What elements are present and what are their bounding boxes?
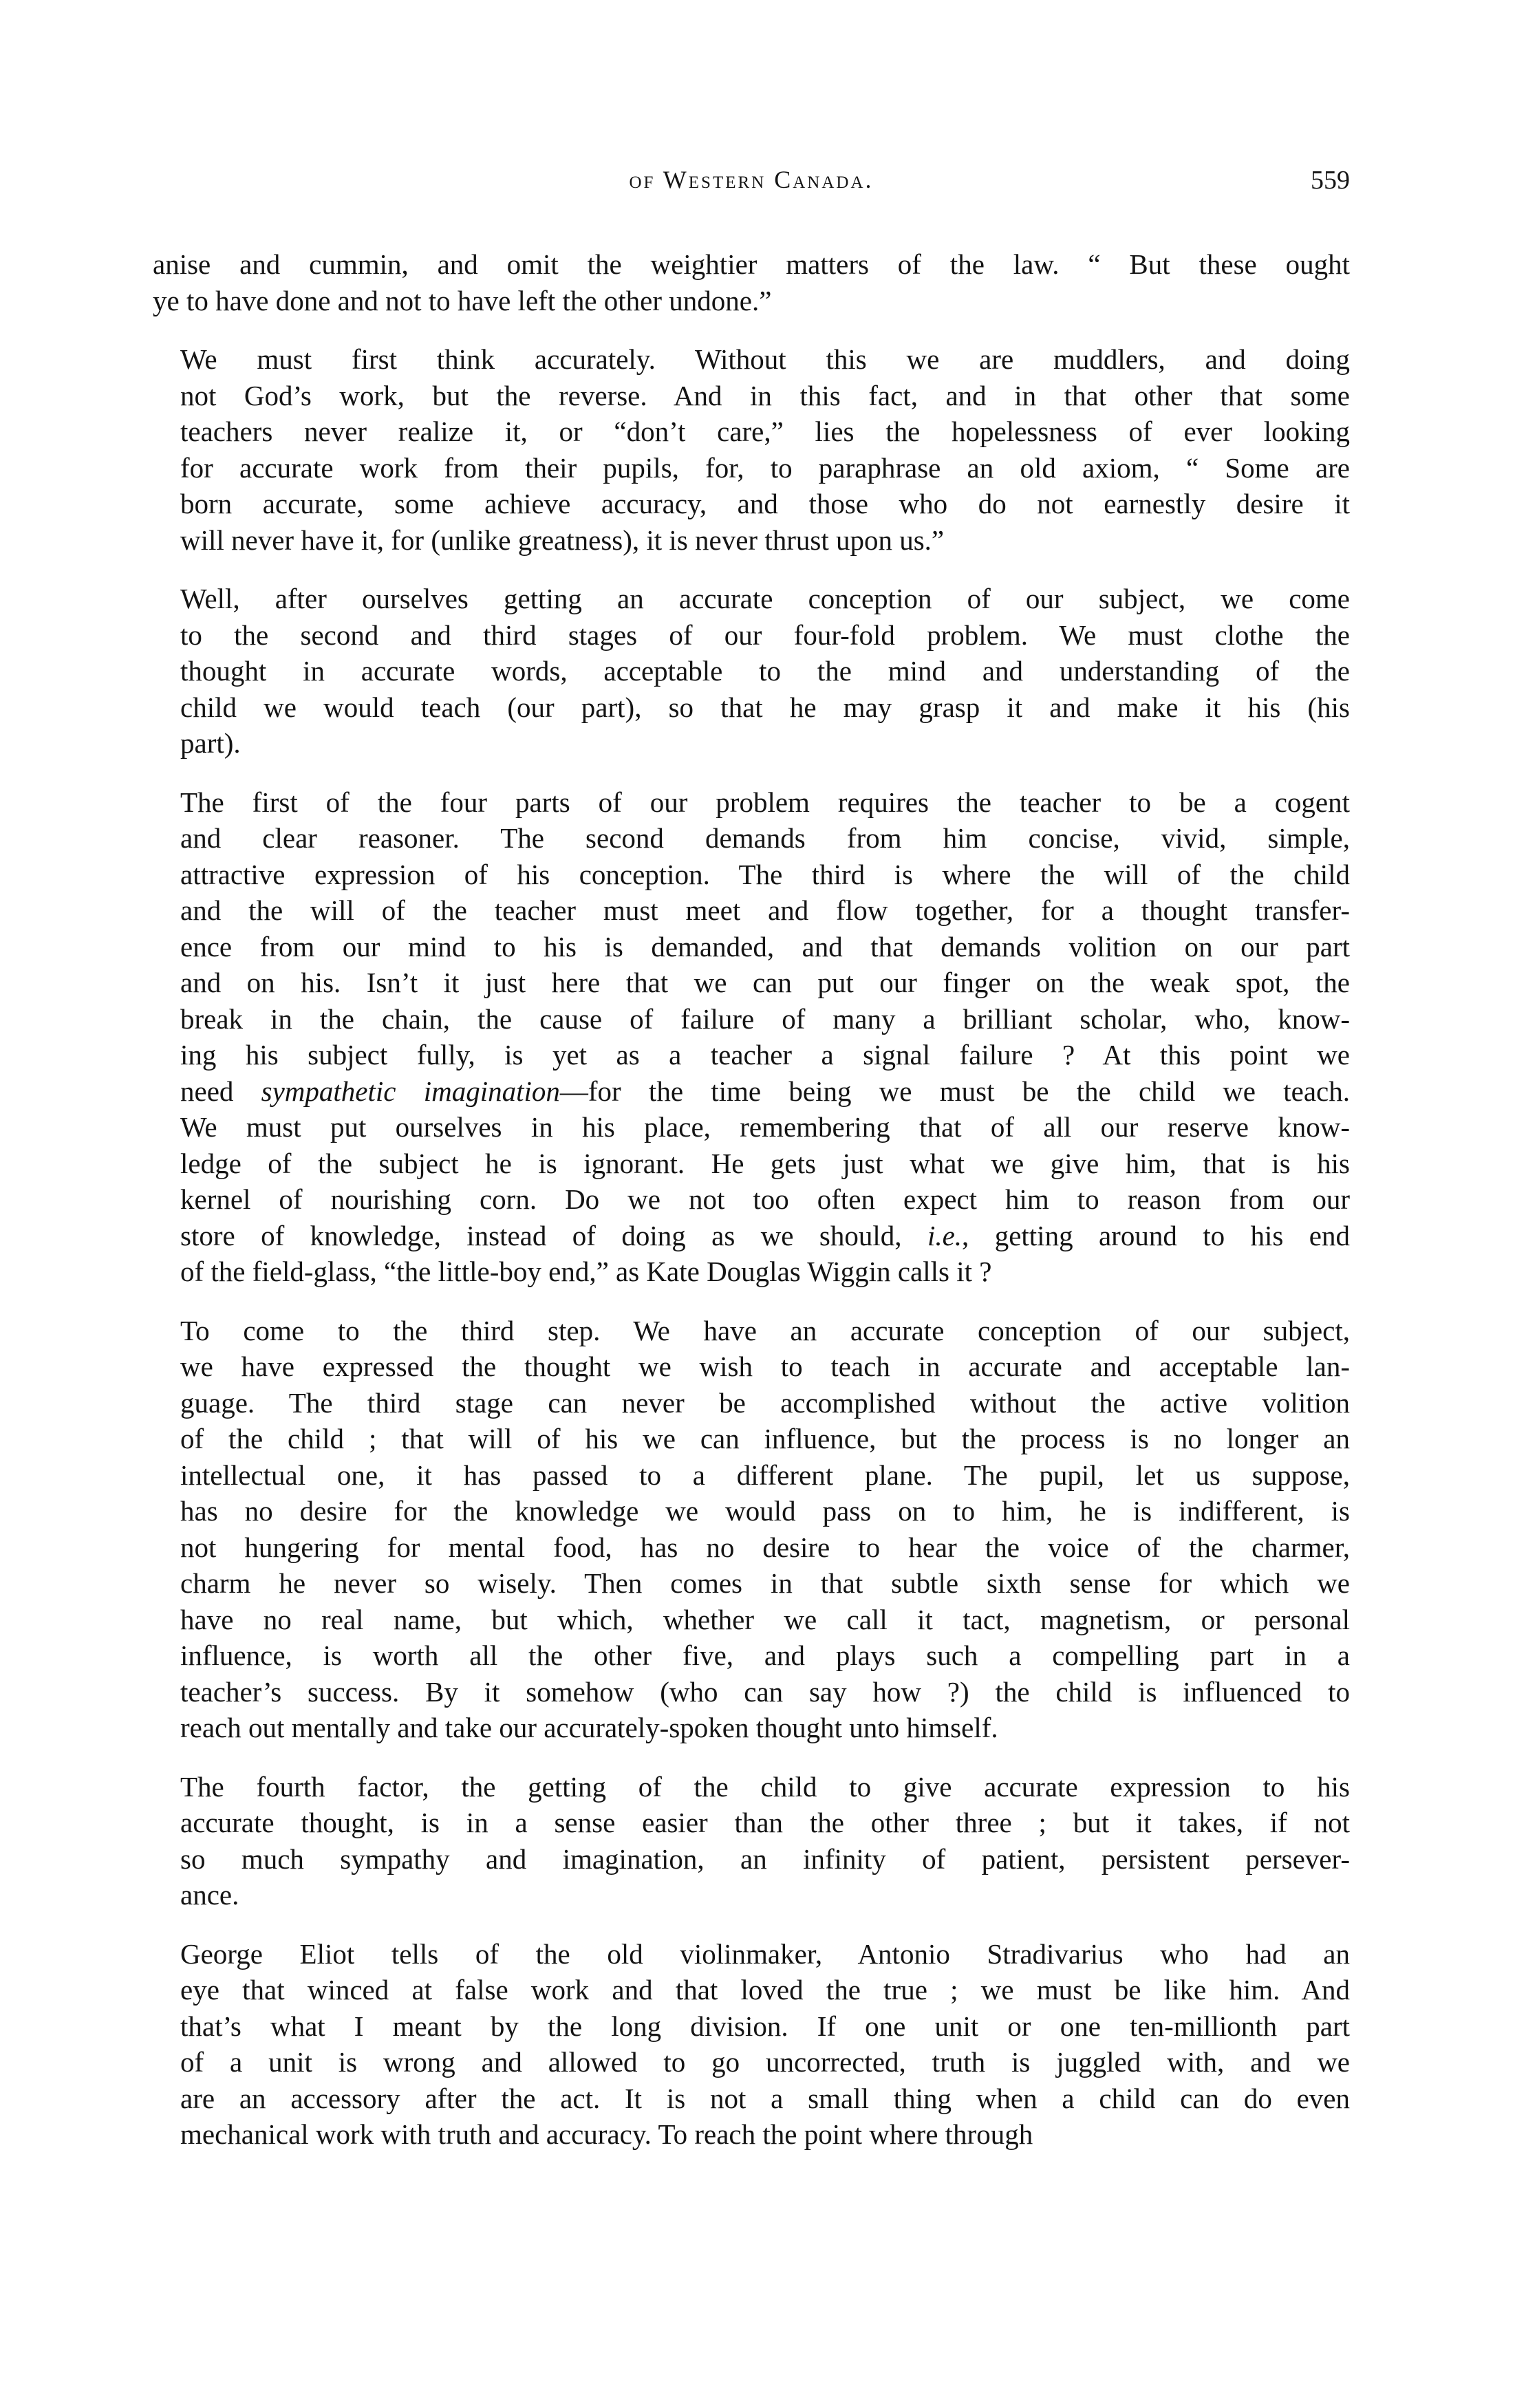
text-line: attractive expression of his conception. The third is where the will of the child (180, 858, 1350, 890)
text-line: George Eliot tells of the old violinmaker, Antonio Stradivarius who had an (180, 1937, 1350, 1970)
text-line: born accurate, some achieve accuracy, and those who do not earnestly desire it (180, 488, 1350, 519)
paragraph (153, 1313, 1350, 1746)
text-line: and the will of the teacher must meet and flow together, for a thought transfer- (180, 894, 1350, 926)
text-line: influence, is worth all the other five, and plays such a compelling part in a (180, 1640, 1350, 1671)
text-line: that’s what I meant by the long division. If one unit or one ten-millionth part (180, 2010, 1350, 2042)
text-line: The first of the four parts of our problem requires the teacher to be a cogent (180, 786, 1350, 818)
text-line: To come to the third step. We have an accurate conception of our subject, (180, 1314, 1350, 1346)
text-line: not hungering for mental food, has no desire to hear the voice of the charmer, (180, 1531, 1350, 1563)
text-line: to the second and third stages of our four-fold problem. We must clothe the (180, 619, 1350, 651)
text-line: and on his. Isn’t it just here that we can put our finger on the weak spot, the (180, 967, 1350, 998)
text-line: part). (180, 727, 241, 759)
text-line: of a unit is wrong and allowed to go uncorrected, truth is juggled with, and we (180, 2046, 1350, 2078)
paragraph (153, 581, 1350, 762)
text-line: and clear reasoner. The second demands from him concise, vivid, simple, (180, 822, 1350, 854)
page-header (153, 165, 1350, 206)
paragraph (153, 784, 1350, 1290)
text-line: ledge of the subject he is ignorant. He gets just what we give him, that is his (180, 1147, 1350, 1179)
text-line: We must put ourselves in his place, remembering that of all our reserve know- (180, 1111, 1350, 1143)
paragraph (153, 246, 1350, 319)
text-line: will never have it, for (unlike greatness), it is never thrust upon us.” (180, 524, 945, 556)
page-number: 559 (1311, 166, 1350, 195)
text-line: thought in accurate words, acceptable to the mind and understanding of the (180, 655, 1350, 687)
text-line: for accurate work from their pupils, for, to paraphrase an old axiom, “ Some are (180, 451, 1350, 484)
text-line: reach out mentally and take our accurately-spoken thought unto himself. (180, 1712, 998, 1743)
text-line: guage. The third stage can never be accomplished without the active volition (180, 1386, 1350, 1419)
text-line: has no desire for the knowledge we would pass on to him, he is indifferent, is (180, 1495, 1350, 1527)
text-line: break in the chain, the cause of failure of many a brilliant scholar, who, know- (180, 1002, 1350, 1035)
italic-text: i.e. (927, 1219, 963, 1251)
text-line: ing his subject fully, is yet as a teacher a signal failure ? At this point we (180, 1039, 1350, 1071)
text-line: not God’s work, but the reverse. And in this fact, and in that other that some (180, 379, 1350, 411)
text-line: We must first think accurately. Without this we are muddlers, and doing (180, 343, 1350, 375)
text-line: ye to have done and not to have left the other undone.” (153, 284, 772, 316)
text-line: The fourth factor, the getting of the child to give accurate expression to his (180, 1770, 1350, 1803)
text-line: ance. (180, 1879, 239, 1911)
text-line: mechanical work with truth and accuracy. To reach the point where through (180, 2118, 1033, 2150)
text-line: charm he never so wisely. Then comes in that subtle sixth sense for which we (180, 1567, 1350, 1599)
text-line: need sympathetic imagination—for the time being we must be the child we teach. (180, 1075, 1350, 1107)
text-line: of the field-glass, “the little-boy end,” as Kate Douglas Wiggin calls it ? (180, 1256, 992, 1287)
text-line: Well, after ourselves getting an accurate conception of our subject, we come (180, 583, 1350, 614)
text-line: are an accessory after the act. It is not a small thing when a child can do even (180, 2082, 1350, 2114)
text-line: store of knowledge, instead of doing as we should, i.e., getting around to his end (180, 1219, 1350, 1251)
running-head: of Western Canada. (629, 166, 874, 193)
text-line: kernel of nourishing corn. Do we not too often expect him to reason from our (180, 1183, 1350, 1215)
text-line: accurate thought, is in a sense easier than the other three ; but it takes, if not (180, 1807, 1350, 1838)
text-line: we have expressed the thought we wish to teach in accurate and acceptable lan- (180, 1351, 1350, 1382)
text-line: so much sympathy and imagination, an infinity of patient, persistent persever- (180, 1842, 1350, 1875)
text-line: intellectual one, it has passed to a different plane. The pupil, let us suppose, (180, 1459, 1350, 1491)
text-line: eye that winced at false work and that loved the true ; we must be like him. And (180, 1974, 1350, 2006)
text-line: anise and cummin, and omit the weightier matters of the law. “ But these ought (153, 248, 1350, 280)
text-line: have no real name, but which, whether we call it tact, magnetism, or personal (180, 1603, 1350, 1635)
paragraph (153, 1936, 1350, 2153)
text-line: teachers never realize it, or “don’t care,” lies the hopelessness of ever looking (180, 416, 1350, 447)
italic-text: sympathetic imagination (261, 1075, 560, 1107)
body-text (153, 246, 1350, 2175)
paragraph (153, 1769, 1350, 1913)
text-line: teacher’s success. By it somehow (who can say how ?) the child is influenced to (180, 1675, 1350, 1708)
text-line: child we would teach (our part), so that he may grasp it and make it his (his (180, 691, 1350, 723)
paragraph (153, 341, 1350, 558)
text-line: of the child ; that will of his we can influence, but the process is no longer an (180, 1423, 1350, 1454)
text-line: ence from our mind to his is demanded, and that demands volition on our part (180, 930, 1350, 963)
